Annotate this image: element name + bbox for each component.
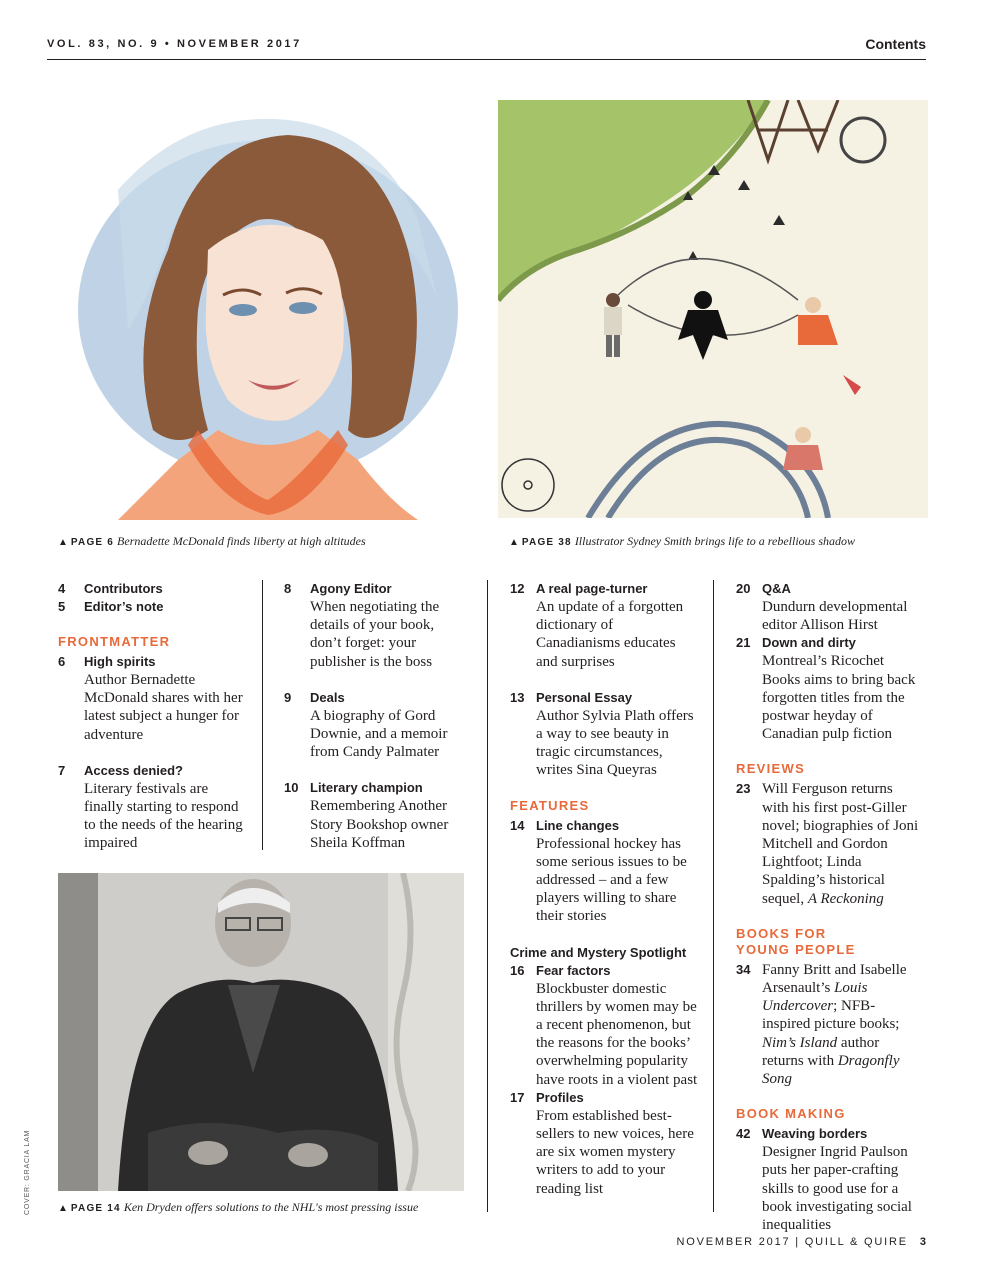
toc-page-number: 13	[510, 689, 525, 705]
toc-description: When negotiating the details of your book, don’t forget: your publisher is the boss	[310, 599, 440, 670]
toc-title: Contributors	[84, 581, 163, 596]
footer-text: NOVEMBER 2017 | QUILL & QUIRE	[676, 1236, 908, 1248]
ken-dryden-photo	[58, 873, 464, 1191]
caption-page-38	[509, 534, 855, 549]
toc-title: Line changes	[536, 817, 620, 833]
toc-title: High spirits	[84, 654, 156, 669]
toc-entry[interactable]	[510, 689, 700, 780]
toc-page-number: 6	[58, 654, 66, 669]
column-divider	[713, 580, 714, 1212]
toc-entry[interactable]	[284, 689, 464, 762]
toc-page-number: 16	[510, 962, 525, 978]
toc-description: Literary festivals are finally starting to respond to the needs of the hearing impaired	[84, 780, 243, 852]
toc-page-number: 20	[736, 581, 751, 596]
caption-page-6	[58, 534, 366, 549]
toc-entry[interactable]	[510, 962, 700, 1089]
toc-page-number: 42	[736, 1126, 751, 1142]
toc-entry[interactable]	[736, 634, 921, 743]
spotlight-heading: Crime and Mystery Spotlight	[510, 944, 687, 960]
caption-page-ref: PAGE 6	[70, 537, 115, 548]
caption-text: Illustrator Sydney Smith brings life to a rebellious shadow	[574, 534, 856, 548]
toc-title: Agony Editor	[310, 581, 392, 596]
toc-entry[interactable]	[736, 1125, 921, 1234]
caption-text: Bernadette McDonald finds liberty at high altitudes	[117, 534, 366, 548]
toc-title: Fear factors	[536, 962, 611, 978]
toc-entry[interactable]	[510, 580, 700, 671]
toc-page-number: 17	[510, 1089, 525, 1105]
toc-description: Professional hockey has some serious issues to be addressed – and a few players willing to share their stories	[536, 835, 687, 925]
toc-page-number: 7	[58, 762, 66, 778]
caption-page-14	[58, 1200, 418, 1215]
toc-entry[interactable]	[58, 653, 248, 744]
triangle-icon: ▲	[58, 537, 68, 548]
toc-description: Designer Ingrid Paulson puts her paper-crafting skills to good use for a book investigating social inequalities	[762, 1144, 912, 1234]
section-heading-frontmatter: FRONTMATTER	[58, 634, 171, 649]
toc-description: Will Ferguson returns with his first post-Giller novel; biographies of Joni Mitchell and Gordon Lightfoot; Linda Spalding’s historical sequel, A Reckoning	[762, 781, 919, 907]
triangle-icon: ▲	[58, 1203, 68, 1214]
header-rule	[47, 59, 926, 60]
toc-title: Q&A	[762, 581, 791, 596]
section-heading-features: FEATURES	[510, 797, 590, 813]
toc-page-number: 8	[284, 581, 292, 596]
toc-description: Fanny Britt and Isabelle Arsenault’s Louis Undercover; NFB-inspired picture books; Nim’s Island author returns with Dragonfly Song	[762, 961, 907, 1088]
toc-page-number: 10	[284, 780, 299, 796]
toc-page-number: 14	[510, 817, 525, 833]
cover-credit: COVER: GRACIA LAM	[24, 1129, 31, 1215]
toc-title: Weaving borders	[762, 1126, 868, 1142]
section-heading-book-making: BOOK MAKING	[736, 1106, 846, 1122]
toc-entry[interactable]	[58, 762, 248, 853]
toc-entry[interactable]	[58, 598, 248, 616]
toc-title: Profiles	[536, 1089, 584, 1105]
triangle-icon: ▲	[509, 537, 519, 548]
toc-page-number: 12	[510, 581, 525, 596]
toc-entry[interactable]	[736, 961, 921, 1088]
toc-description: Author Sylvia Plath offers a way to see beauty in tragic circumstances, writes Sina Queyras	[536, 707, 694, 779]
toc-page-number: 23	[736, 781, 751, 797]
toc-entry[interactable]	[736, 580, 921, 634]
caption-text: Ken Dryden offers solutions to the NHL's most pressing issue	[123, 1200, 419, 1214]
toc-column-2	[284, 580, 464, 852]
toc-page-number: 4	[58, 581, 66, 596]
toc-entry[interactable]	[736, 780, 921, 907]
column-divider	[262, 580, 263, 850]
park-illustration	[498, 100, 928, 518]
toc-column-1	[58, 580, 248, 853]
toc-entry[interactable]	[284, 580, 464, 671]
toc-description: Dundurn developmental editor Allison Hirst	[762, 599, 908, 634]
toc-description: Montreal’s Ricochet Books aims to bring back forgotten titles from the postwar heyday of Canadian pulp fiction	[762, 653, 916, 743]
toc-entry[interactable]	[510, 817, 700, 926]
section-heading-books-for-young-people: BOOKS FOR YOUNG PEOPLE	[736, 925, 856, 957]
toc-page-number: 5	[58, 599, 66, 614]
toc-description: Remembering Another Story Bookshop owner Sheila Koffman	[310, 798, 449, 851]
toc-entry[interactable]	[284, 779, 464, 852]
toc-title: Personal Essay	[536, 689, 633, 705]
toc-title: A real page-turner	[536, 581, 648, 596]
toc-title: Deals	[310, 689, 345, 705]
toc-description: A biography of Gord Downie, and a memoir from Candy Palmater	[310, 707, 448, 761]
toc-page-number: 9	[284, 689, 292, 705]
section-title: Contents	[865, 36, 926, 52]
column-divider	[487, 580, 488, 1212]
toc-column-3	[510, 580, 700, 1198]
toc-entry[interactable]	[58, 580, 248, 598]
toc-page-number: 34	[736, 961, 751, 977]
toc-description: Blockbuster domestic thrillers by women may be a recent phenomenon, but the reasons for the books’ overwhelming popularity have roots in a violent past	[536, 980, 698, 1088]
section-heading-reviews: REVIEWS	[736, 761, 806, 777]
issue-line: VOL. 83, NO. 9 • NOVEMBER 2017	[47, 38, 302, 50]
page-footer	[677, 1236, 926, 1248]
caption-page-ref: PAGE 38	[521, 537, 572, 548]
toc-title: Down and dirty	[762, 635, 856, 651]
toc-description: Author Bernadette McDonald shares with her latest subject a hunger for adventure	[84, 672, 243, 743]
toc-title: Access denied?	[84, 762, 183, 778]
toc-column-4	[736, 580, 921, 1234]
page-number: 3	[919, 1236, 926, 1248]
portrait-illustration	[58, 100, 478, 520]
toc-description: From established best-sellers to new voices, here are six women mystery writers to add to your reading list	[536, 1107, 694, 1197]
caption-page-ref: PAGE 14	[70, 1203, 121, 1214]
toc-title: Literary champion	[310, 780, 423, 796]
toc-description: An update of a forgotten dictionary of Canadianisms educates and surprises	[536, 599, 684, 670]
toc-entry[interactable]	[510, 1089, 700, 1198]
toc-page-number: 21	[736, 635, 751, 651]
toc-title: Editor’s note	[84, 599, 164, 614]
